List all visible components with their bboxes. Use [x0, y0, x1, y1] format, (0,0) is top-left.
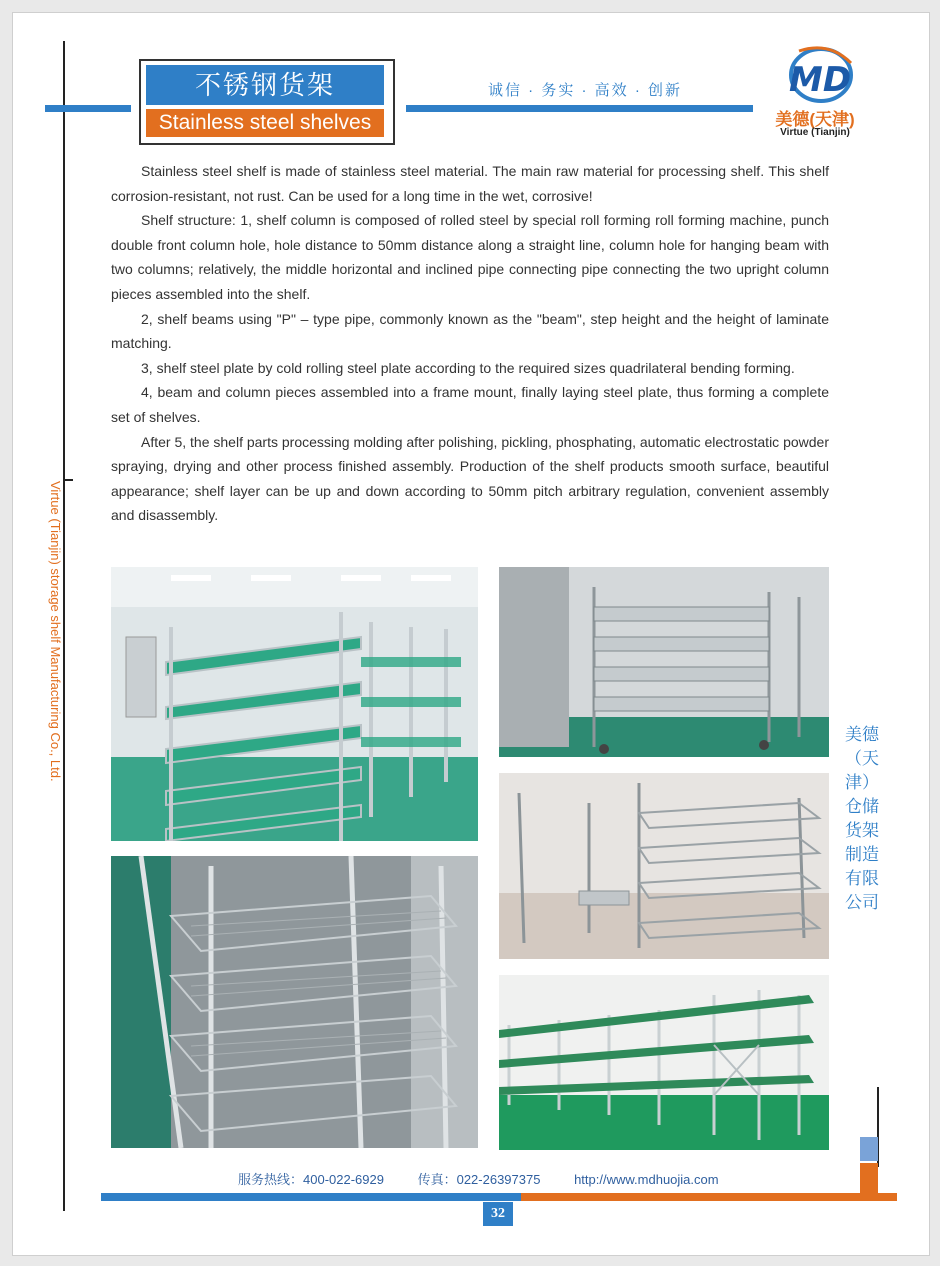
body-text [111, 159, 829, 528]
paragraph: Stainless steel shelf is made of stainless steel material. The main raw material for processing shelf. This shelf corrosion-resistant, not rust. Can be used for a long time in the wet, corrosive! [111, 163, 829, 204]
header-bar-right [406, 105, 753, 112]
side-company-name-english-text: Virtue (Tianjin) storage shelf Manufacturing Co., Ltd. [48, 481, 63, 782]
side-company-name-chinese: 美德（天津）仓储货架制造有限公司 [845, 725, 879, 912]
page-number: 32 [483, 1202, 513, 1226]
footer-bar-orange [521, 1193, 897, 1201]
paragraph: 4, beam and column pieces assembled into a frame mount, finally laying steel plate, thus forming a complete set of shelves. [111, 384, 829, 425]
photo-mesh-trolley [111, 856, 478, 1148]
page-title-chinese: 不锈钢货架 [146, 65, 384, 105]
photo-steel-tray-carts [499, 567, 829, 757]
slogan: 诚信 · 务实 · 高效 · 创新 [488, 82, 682, 99]
logo-name-english: Virtue (Tianjin) [780, 127, 850, 138]
photo-warehouse-green-shelves [499, 975, 829, 1150]
fax-number: 传真：022-26397375 [417, 1172, 541, 1187]
catalog-page [12, 12, 930, 1256]
paragraph: Shelf structure: 1, shelf column is composed of rolled steel by special roll forming roll forming machine, punch double front column hole, hole distance to 50mm distance along a straight line, column hole for hanging beam with two columns; relatively, the middle horizontal and inclined pipe connecting pipe connecting the two upright column pieces assembled into the shelf. [111, 212, 829, 302]
paragraph: After 5, the shelf parts processing molding after polishing, pickling, phosphating, automatic electrostatic powder spraying, drying and other process finished assembly. Production of the shelf products smooth surface, beautiful appearance; shelf layer can be up and down according to 50mm pitch arbitrary regulation, convenient assembly and disassembly. [111, 433, 829, 524]
corner-block-blue [860, 1137, 878, 1161]
header-bar-left [45, 105, 131, 112]
page-title-english: Stainless steel shelves [146, 109, 384, 137]
paragraph: 3, shelf steel plate by cold rolling steel plate according to the required sizes quadrilateral bending forming. [141, 359, 795, 376]
footer-contact [238, 1169, 838, 1188]
photo-tray-rack-room [499, 773, 829, 959]
logo-name-chinese: 美德(天津) [775, 110, 855, 129]
footer-bar-blue [101, 1193, 521, 1201]
website-url[interactable]: http://www.mdhuojia.com [574, 1172, 719, 1187]
photo-cleanroom-shelves [111, 567, 478, 841]
corner-block-orange [860, 1163, 878, 1193]
paragraph: 2, shelf beams using "P" – type pipe, commonly known as the "beam", step height and the height of laminate matching. [111, 310, 829, 352]
side-company-name-english [49, 481, 77, 811]
service-hotline: 服务热线：400-022-6929 [238, 1172, 384, 1187]
logo-mark: MD [789, 60, 852, 100]
